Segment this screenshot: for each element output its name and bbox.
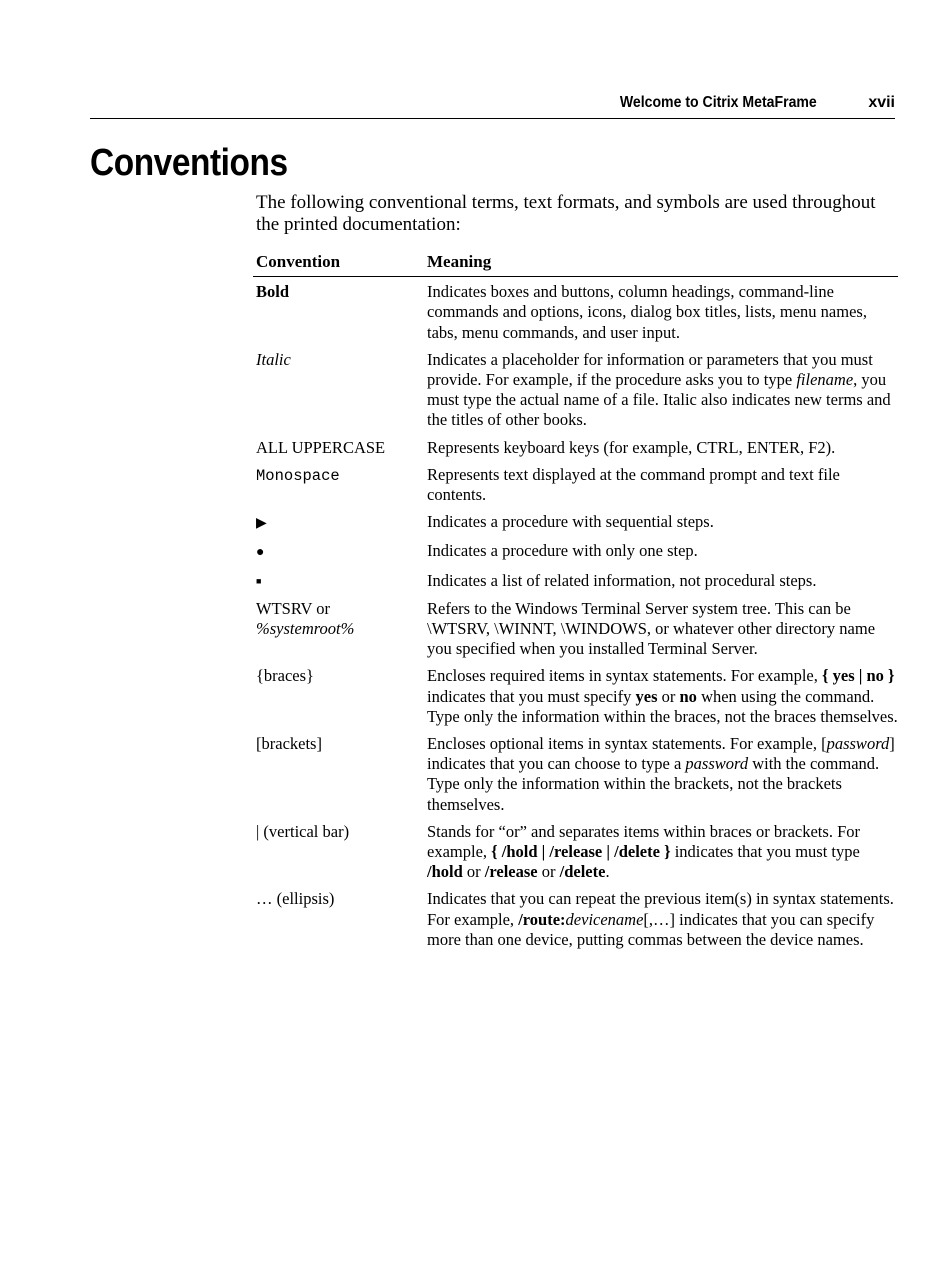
convention-meaning: Indicates boxes and buttons, column headings, command-line commands and options, icons, dialog box titles, lists, menu names, tabs, menu commands, and user input. [427, 282, 867, 342]
page-title: Conventions [90, 142, 288, 184]
convention-term [253, 512, 424, 541]
conventions-table [253, 252, 898, 957]
table-row [253, 734, 898, 822]
convention-meaning: Stands for “or” and separates items within braces or brackets. For example, { /hold | /release | /delete } indicates that you must type /hold or /release or /delete. [427, 821, 860, 882]
convention-term: Monospace [256, 466, 340, 485]
table-row [253, 666, 898, 734]
convention-term [253, 541, 424, 570]
table-row [253, 599, 898, 667]
table-row [253, 571, 898, 599]
convention-term: Bold [256, 282, 290, 302]
convention-term: Italic [256, 349, 291, 369]
bullet-circle-icon: ● [256, 545, 265, 561]
convention-term: … (ellipsis) [256, 889, 335, 909]
intro-paragraph: The following conventional terms, text formats, and symbols are used throughout the printed documentation: [256, 192, 876, 235]
table-row [253, 350, 898, 438]
convention-term: ALL UPPERCASE [256, 437, 386, 457]
page-number: xvii [868, 94, 895, 111]
convention-term: | (vertical bar) [256, 821, 350, 841]
convention-meaning: Indicates a procedure with sequential steps. [427, 512, 714, 532]
convention-meaning: Indicates that you can repeat the previous item(s) in syntax statements. For example, /route:devicename[,…] indicates that you can specify more than one device, putting commas between the device names. [427, 889, 894, 949]
triangle-arrow-icon: ▶ [256, 516, 267, 532]
convention-meaning: Encloses required items in syntax statements. For example, { yes | no } indicates that you must specify yes or no when using the command. Type only the information within the braces, not the braces themselves. [427, 666, 898, 726]
table-row [253, 822, 898, 890]
convention-term [253, 571, 424, 599]
convention-meaning: Indicates a procedure with only one step. [427, 541, 698, 561]
convention-meaning: Indicates a placeholder for information or parameters that you must provide. For example, if the procedure asks you to type filename, you must type the actual name of a file. Italic also indicates new terms and the titles of other books. [427, 349, 891, 430]
table-row [253, 512, 898, 541]
column-header-convention: Convention [253, 252, 424, 277]
table-header-row [253, 252, 898, 277]
running-header [90, 92, 895, 119]
table-row [253, 438, 898, 465]
header-title: Welcome to Citrix MetaFrame [620, 94, 817, 111]
convention-meaning: Represents keyboard keys (for example, CTRL, ENTER, F2). [427, 437, 836, 457]
bullet-square-icon: ■ [256, 575, 262, 586]
convention-term: {braces} [256, 666, 314, 686]
convention-meaning: Refers to the Windows Terminal Server system tree. This can be \WTSRV, \WINNT, \WINDOWS, or whatever other directory name you specified when you installed Terminal Server. [427, 598, 876, 659]
convention-meaning: Encloses optional items in syntax statements. For example, [password] indicates that you can choose to type a password with the command. Type only the information within the brackets, not the brackets themselves. [427, 734, 895, 814]
convention-meaning: Indicates a list of related information, not procedural steps. [427, 570, 817, 590]
convention-meaning: Represents text displayed at the command prompt and text file contents. [427, 464, 840, 505]
table-row [253, 889, 898, 957]
convention-term: [brackets] [256, 734, 322, 754]
table-row [253, 541, 898, 570]
column-header-meaning: Meaning [424, 252, 898, 277]
table-row [253, 465, 898, 512]
convention-term: WTSRV or %systemroot% [256, 598, 355, 639]
table-row [253, 277, 898, 350]
